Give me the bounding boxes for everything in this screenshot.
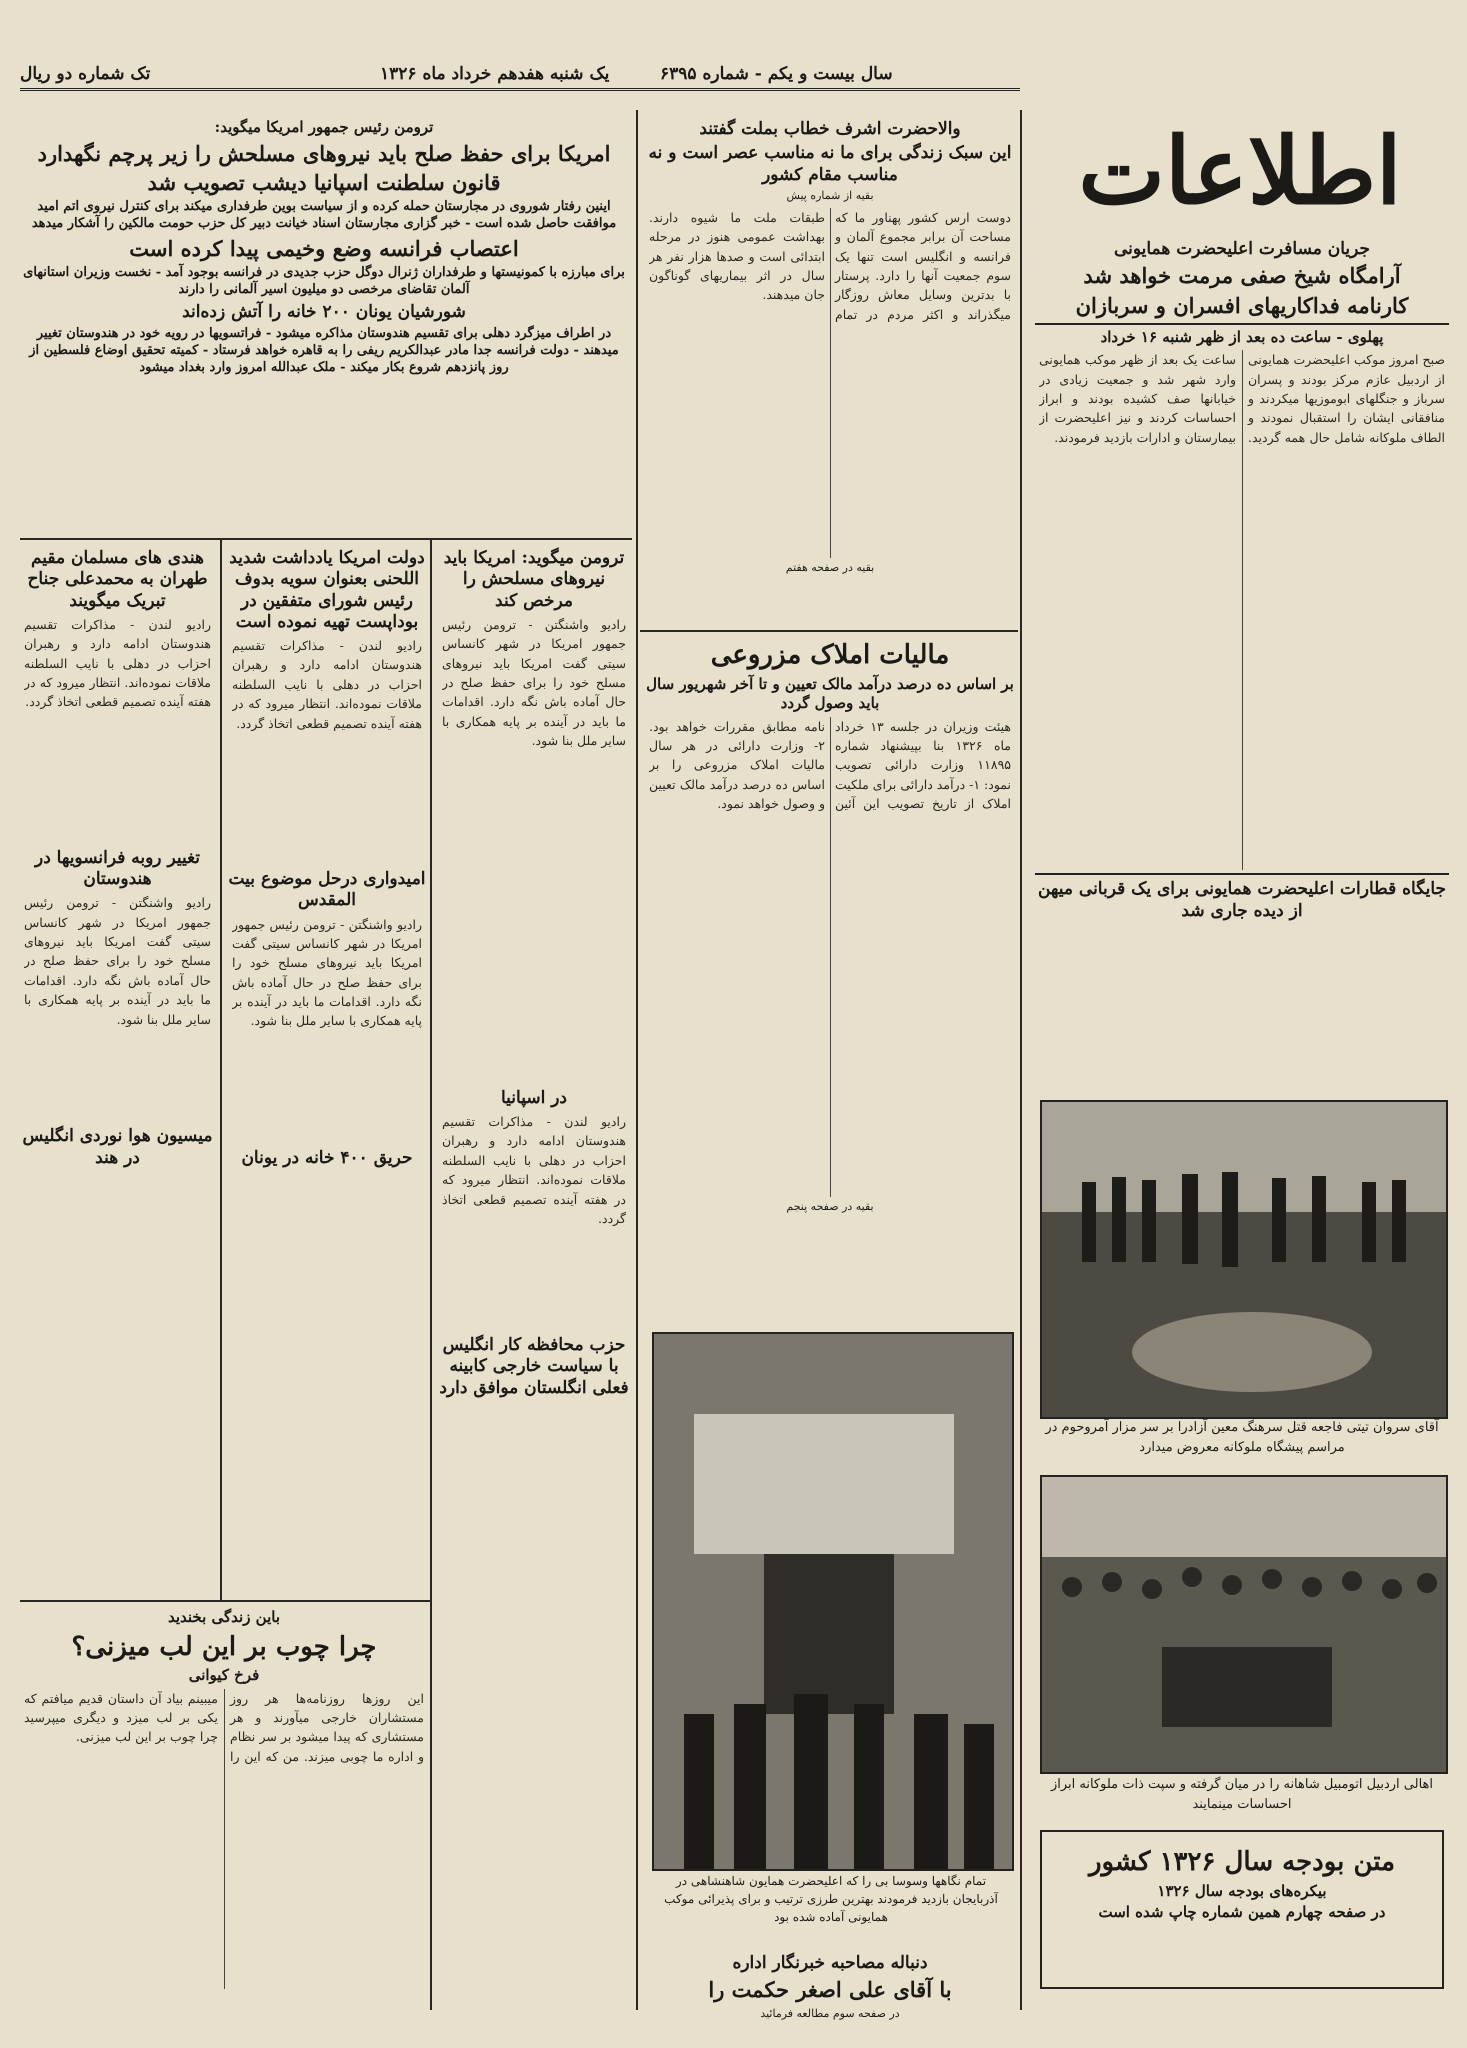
- section-rule: [20, 1600, 430, 1602]
- article-body: رادیو واشنگتن - ترومن رئیس جمهور امریکا در شهر کانساس سیتی گفت امریکا باید نیروهای مسلح خود را برای حفظ صلح در حال آماده باش نگه دارد. اقدامات ما باید در آینده بر پایه همکاری با سایر ملل بنا شود.: [232, 916, 422, 1029]
- headline: امیدواری درحل موضوع بیت المقدس: [228, 869, 426, 911]
- article-body: رادیو واشنگتن - ترومن رئیس جمهور امریکا در شهر کانساس سیتی گفت امریکا باید نیروهای مسلح خود را برای حفظ صلح در حال آماده باش نگه دارد. اقدامات ما باید در آینده بر پایه همکاری با سایر ملل بنا شود.: [442, 616, 626, 748]
- column-rule: [1020, 110, 1022, 2010]
- article-body: صبح امروز موکب اعلیحضرت همایونی از اردبیل عازم مرکز بودند و پسران سرباز و جنگلهای ابوموزیها میکردند و منافقانی ایشان را استقبال نمودند و الطاف ملوکانه شامل حال همه گردید. ساعت یک بعد از ظهر موکب همایونی وارد شهر شد و جمعیت زیادی در خیابانها صف کشیده بودند و ابراز احساسات کردند و نیز اعلیحضرت از بیمارستان و ادارات بازدید فرمودند.: [1039, 352, 1445, 445]
- continued-note: بقیه در صفحه پنجم: [786, 1199, 874, 1213]
- article-body: رادیو لندن - مذاکرات تقسیم هندوستان ادامه دارد و رهبران احزاب در دهلی با نایب السلطنه ملاقات نموده‌اند. انتظار میرود که در هفته آینده تصمیم قطعی اتخاذ گردد.: [232, 638, 422, 731]
- tax-body: هیئت وزیران در جلسه ۱۳ خرداد ماه ۱۳۲۶ بنا بپیشنهاد شماره ۱۱۸۹۵ وزارت دارائی تصویب نمود: ۱- درآمد دارائی برای ملکیت املاک از تاریخ تصویب این آئین نامه مطابق مقررات خواهد بود. ۲- وزارت دارائی در هر سال مالیات املاک مزروعی را بر اساس ده درصد درآمد مالک تعیین و وصول خواهد نمود.: [649, 718, 1011, 811]
- issue-number: سال بیست و یکم - شماره ۶۳۹۵: [660, 64, 893, 84]
- feature-title: چرا چوب بر این لب میزنی؟: [71, 1631, 377, 1662]
- photo-caption: آقای سروان تیتی فاجعه قتل سرهنگ معین آزادرا بر سر مزار آمروحوم در مراسم پیشگاه ملوکانه معروض میدارد: [1045, 1420, 1439, 1455]
- article-body: رادیو لندن - مذاکرات تقسیم هندوستان ادامه دارد و رهبران احزاب در دهلی با نایب السلطنه ملاقات نموده‌اند. انتظار میرود که در هفته آینده تصمیم قطعی اتخاذ گردد.: [442, 1114, 626, 1226]
- article-body: دوست ارس کشور پهناور ما که مساحت آن برابر مجموع آلمان و فرانسه و انگلیس است تنها یک سوم جمعیت آنها را دارد. پرستار با بدترین وسایل معاش روزگار میگذراند و اکثر مردم در تمام طبقات ملت ما شیوه دارند. بهداشت عمومی هنوز در مرحله ابتدائی است و صدها هزار نفر هر سال در اثر بیماریهای گوناگون جان میدهند.: [649, 209, 1011, 322]
- headline: امریکا برای حفظ صلح باید نیروهای مسلحش را زیر پرچم نگهدارد: [37, 140, 611, 166]
- section-rule: [640, 630, 1018, 632]
- interview-name: با آقای علی اصغر حکمت را: [708, 1977, 952, 2003]
- headline: اعتصاب فرانسه وضع وخیمی پیدا کرده است: [129, 235, 519, 261]
- budget-title: متن بودجه سال ۱۳۲۶ کشور: [1088, 1847, 1396, 1877]
- column-rule: [636, 110, 638, 2010]
- budget-note: در صفحه چهارم همین شماره چاپ شده است: [1098, 1903, 1386, 1921]
- feature-author: فرخ کیوانی: [188, 1666, 260, 1684]
- feature-kicker: باین زندگی بخندید: [167, 1608, 281, 1626]
- photo-cemetery: [1040, 1100, 1448, 1419]
- column-rule: [430, 540, 432, 2010]
- tax-headline: مالیات املاک مزروعی: [710, 640, 950, 670]
- left-subcolumn-a: [438, 545, 630, 2000]
- photo-crowd: [1040, 1475, 1448, 1774]
- column-rule: [220, 540, 222, 1600]
- photo-visit: [652, 1332, 1014, 1871]
- headline: در اسپانیا: [500, 1087, 568, 1108]
- masthead-logo: [1035, 112, 1445, 232]
- headline: حریق ۴۰۰ خانه در یونان: [241, 1147, 413, 1168]
- article-body: رادیو لندن - مذاکرات تقسیم هندوستان ادامه دارد و رهبران احزاب در دهلی با نایب السلطنه ملاقات نموده‌اند. انتظار میرود که در هفته آینده تصمیم قطعی اتخاذ گردد.: [24, 616, 211, 710]
- headline: هندی های مسلمان مقیم طهران به محمدعلی جناح تبریک میگویند: [27, 548, 208, 611]
- feature-article: [20, 1606, 428, 2026]
- photo-caption: تمام نگاهها وسوسا بی را که اعلیحضرت همایون شاهنشاهی در آذربایجان بازدید فرمودند بهترین طرزی ترتیب و برای پذیرائی موکب همایونی آماده شده بود: [664, 1874, 998, 1924]
- headline: حزب محافظه کار انگلیس با سیاست خارجی کابینه فعلی انگلستان موافق دارد: [439, 1335, 629, 1398]
- photo-caption: اهالی اردبیل اتومبیل شاهانه را در میان گرفته و سپت ذات ملوکانه ابراز احساسات مینمایند: [1050, 1777, 1434, 1812]
- continued-note: بقیه در صفحه هفتم: [785, 560, 875, 574]
- left-subcolumn-c: [20, 545, 215, 1595]
- section-rule: [20, 538, 632, 540]
- middle-column-top: [645, 116, 1015, 626]
- summary: برای مبارزه با کمونیستها و طرفداران ژنرال دوگل حزب جدیدی در فرانسه بوجود آمد - نخست وزیران استانهای آلمان تقاضای مرخصی دو میلیون اسیر آلمانی را دارند: [23, 265, 625, 297]
- headline: آرامگاه شیخ صفی مرمت خواهد شد: [1083, 263, 1401, 289]
- dateline: پهلوی - ساعت ده بعد از ظهر شنبه ۱۶ خرداد: [1100, 327, 1384, 346]
- logo-text: اطلاعات: [1078, 117, 1402, 225]
- headline: تغییر روبه فرانسویها در هندوستان: [34, 847, 201, 889]
- headline: والاحضرت اشرف خطاب بملت گفتند: [699, 119, 961, 139]
- tax-subheadline: بر اساس ده درصد درآمد مالک تعیین و تا آخر شهریور سال باید وصول گردد: [646, 674, 1014, 712]
- headline: قانون سلطنت اسپانیا دیشب تصویب شد: [147, 169, 501, 195]
- left-top-news: [20, 116, 628, 536]
- budget-box: [1040, 1830, 1444, 1989]
- section-headline: جایگاه قطارات اعلیحضرت همایونی برای یک قربانی میهن از دیده جاری شد: [1035, 873, 1449, 922]
- headline: ترومن میگوید: امریکا باید نیروهای مسلحش را مرخص کند: [443, 548, 625, 611]
- feature-body: این روزها روزنامه‌ها هر روز مستشاران خارجی میآورند و هر مستشاری که پیدا میشود بر سر نظام و اداره ما چوبی میزند. من که این را میبینم بیاد آن داستان قدیم میافتم که یکی بر لب میزد و دیگری میپرسید چرا چوب بر این لب میزنی.: [24, 1690, 424, 1764]
- interview-box: [645, 1950, 1015, 2040]
- headline: کارنامه فداکاریهای افسران و سربازان: [1035, 293, 1449, 325]
- price: تک شماره دو ریال: [20, 64, 151, 84]
- headline: جریان مسافرت اعلیحضرت همایونی: [1113, 239, 1371, 259]
- reference-note: بقیه از شماره پیش: [786, 188, 874, 202]
- left-subcolumn-b: [228, 545, 426, 1595]
- headline: دولت امریکا یادداشت شدید اللحنی بعنوان سویه بدوف رئیس شورای متفقین در بوداپست تهیه نموده است: [229, 548, 425, 632]
- date-line: یک شنبه هفدهم خرداد ماه ۱۳۲۶: [380, 64, 610, 84]
- headline: این سبک زندگی برای ما نه مناسب عصر است و نه مناسب مقام کشور: [648, 143, 1012, 185]
- interview-title: دنباله مصاحبه خبرنگار اداره: [732, 1953, 928, 1973]
- kicker: ترومن رئیس جمهور امریکا میگوید:: [214, 118, 434, 136]
- summary: در اطراف میزگرد دهلی برای تقسیم هندوستان مذاکره میشود - فراتسویها در رویه خود در هندوستان تغییر میدهند - دولت فرانسه جدا مادر عبدالکریم ریفی را به قاهره خواهد فرستاد - کمیته تحقیق اوضاع فلسطین از روز پانزدهم شروع بکار میکند - ملک عبدالله امروز وارد بغداد میشود: [29, 326, 619, 375]
- masthead-header: [20, 62, 1020, 91]
- interview-note: در صفحه سوم مطالعه فرمائید: [760, 2006, 900, 2020]
- budget-subtitle: بیکره‌های بودجه سال ۱۳۲۶: [1157, 1881, 1327, 1900]
- headline: میسیون هوا نوردی انگلیس در هند: [22, 1126, 213, 1168]
- middle-column-tax: [645, 636, 1015, 1316]
- summary: اینین رفتار شوروی در مجارستان حمله کرده و از سیاست بوین طرفداری میکند برای کنترل نیروی اتم امید موافقت حاصل شده است - خبر گزاری مجارستان اسناد خیانت دبیر کل حزب حومت مالکین را آشکار میدهد: [31, 199, 617, 231]
- article-body: رادیو واشنگتن - ترومن رئیس جمهور امریکا در شهر کانساس سیتی گفت امریکا باید نیروهای مسلح خود را برای حفظ صلح در حال آماده باش نگه دارد. اقدامات ما باید در آینده بر پایه همکاری با سایر ملل بنا شود.: [24, 895, 211, 1027]
- headline: شورشیان یونان ۲۰۰ خانه را آتش زده‌اند: [182, 301, 466, 322]
